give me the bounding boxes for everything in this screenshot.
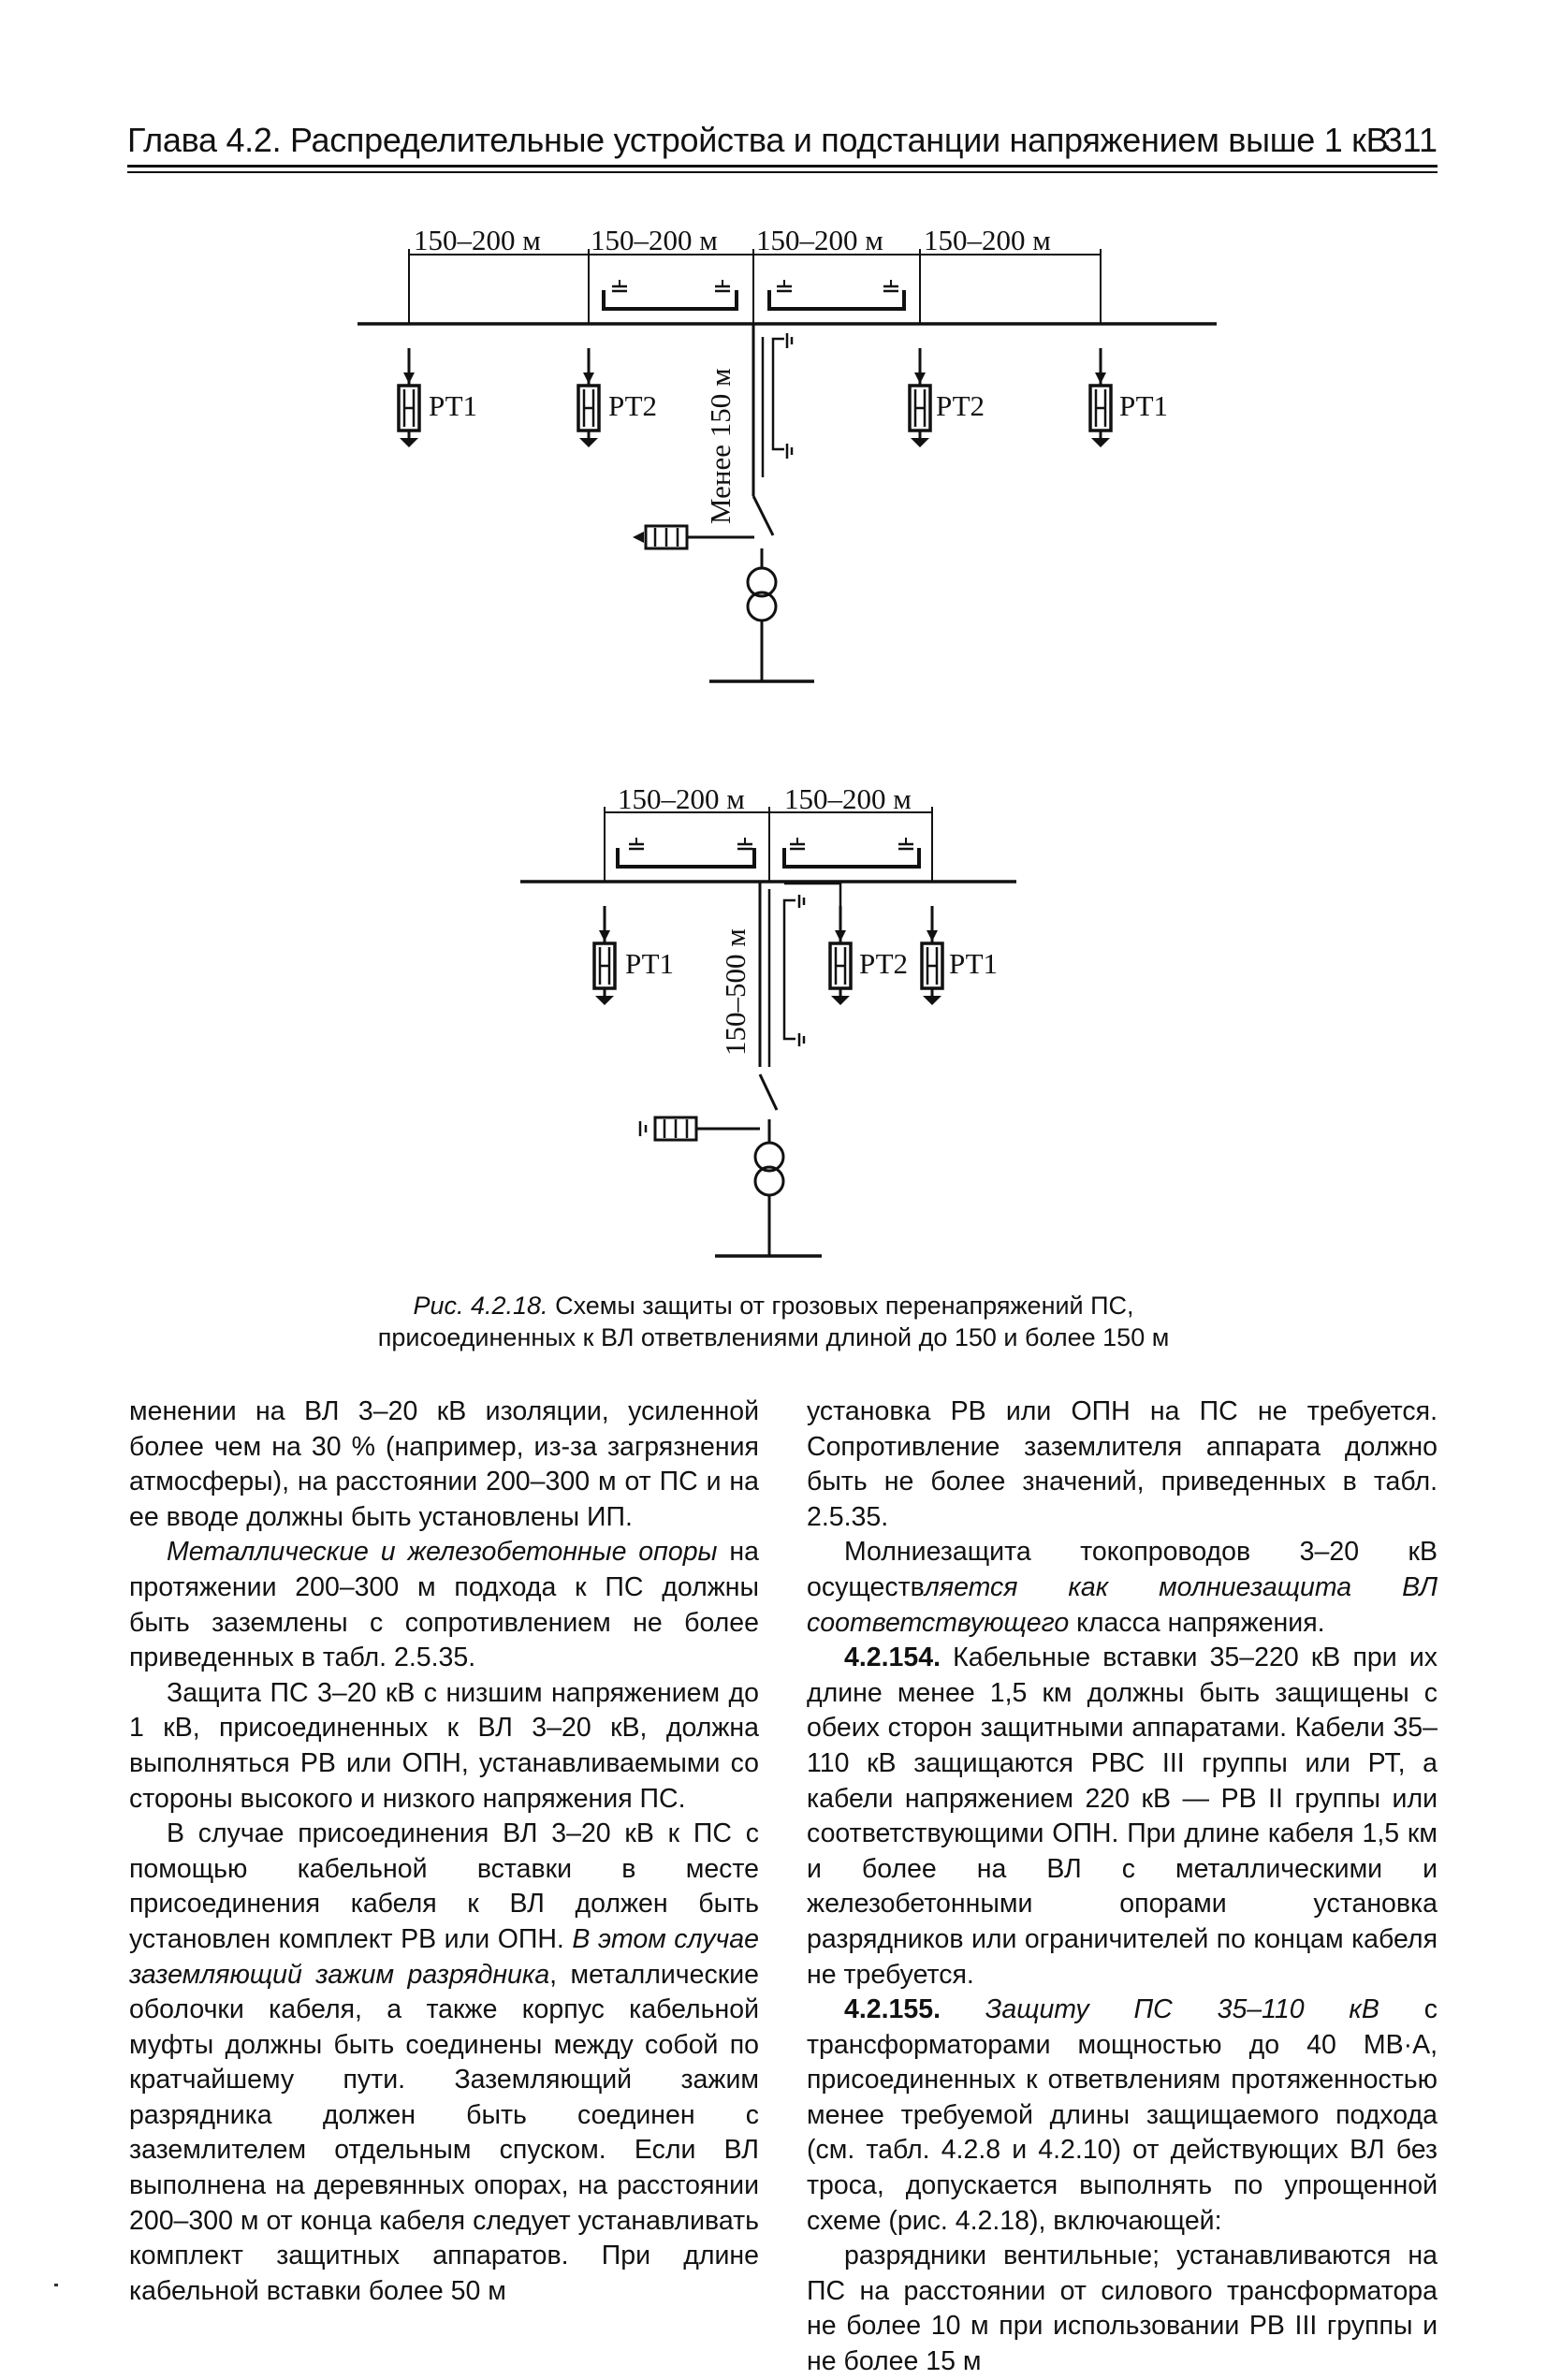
paragraph-text: Молниезащита токопроводов 3–20 кВ осуществ	[807, 1537, 1438, 1602]
arrester-label: РТ1	[949, 947, 999, 980]
arrester-label: РТ1	[429, 389, 478, 422]
paragraph	[807, 1535, 1438, 1641]
italic-term: ляется как молниезащита ВЛ соответствующего	[807, 1571, 1438, 1638]
paragraph-text: Кабельные вставки 35–220 кВ при их длине менее 1,5 км должны быть защищены с обеих сторон защитными аппаратами. Кабели 35–110 кВ защищаются РВС III группы или РТ, а кабели напряжением 220 кВ — РВ II группы или соответствующими ОПН. При длине кабеля 1,5 км и более на ВЛ с металлическими и железобетонными опорами установка разрядников или ограничителей по концам кабеля не требуется.	[807, 1643, 1438, 1990]
span-label: 150–200 м	[591, 224, 718, 256]
bottom-scheme	[520, 807, 1016, 1256]
paragraph: разрядники вентильные; устанавливаются на ПС на расстоянии от силового трансформатора не более 10 м при использовании РВ III группы и не более 15 м	[807, 2241, 1438, 2377]
paragraph-text: класса напряжения.	[1069, 1607, 1325, 1638]
top-scheme	[358, 249, 1217, 681]
arrester-label: РТ1	[625, 947, 675, 980]
page-number: 311	[1383, 121, 1438, 159]
top-span-labels	[414, 224, 1051, 256]
span-label: 150–200 м	[784, 782, 912, 815]
arrester-label: РТ1	[1119, 389, 1169, 422]
figure-number: Рис. 4.2.18.	[413, 1292, 548, 1320]
arrester-label: РТ2	[608, 389, 658, 422]
arrester-label: РТ2	[859, 947, 909, 980]
italic-term: Металлические и железобетонные опоры	[167, 1537, 718, 1568]
paragraph-text: , металлические оболочки кабеля, а также корпус кабельной муфты должны быть соединены между собой по кратчайшему пути. Заземляющий зажим разрядника должен быть соединен с заземлителем отдельным спуском. Если ВЛ выполнена на деревянных опорах, на расстоянии 200–300 м от конца кабеля следует устанавливать комплект защитных аппаратов. При длине кабельной вставки более 50 м	[129, 1959, 759, 2306]
paragraph-text: с трансформаторами мощностью до 40 МВ·А, присоединенных к ответвлениям протяженностью менее требуемой длины защищаемого подхода (см. табл. 4.2.8 и 4.2.10) от действующих ВЛ без троса, допускается выполнять по упрощенной схеме (рис. 4.2.18), включающей:	[807, 1994, 1438, 2236]
left-column	[129, 1394, 759, 2309]
italic-term: В этом случае заземляющий зажим разрядника	[129, 1923, 760, 1990]
span-label: 150–200 м	[756, 224, 883, 256]
caption-text: Схемы защиты от грозовых перенапряжений ПС,	[555, 1292, 1134, 1320]
arrester-label: РТ2	[936, 389, 985, 422]
scan-mark	[54, 2284, 58, 2286]
span-label: 150–200 м	[414, 224, 541, 256]
paragraph: установка РВ или ОПН на ПС не требуется. Сопротивление заземлителя аппарата должно быть не более значений, приведенных в табл. 2.5.35.	[807, 1396, 1438, 1532]
paragraph	[129, 1535, 759, 1675]
bottom-span-labels	[618, 782, 912, 815]
span-label: 150–200 м	[924, 224, 1051, 256]
caption-line-1	[281, 1290, 1266, 1321]
chapter-title: Глава 4.2. Распределительные устройства и подстанции напряжением выше 1 кВ	[127, 121, 1389, 159]
top-arrester-labels	[429, 389, 1168, 422]
paragraph: Защита ПС 3–20 кВ с низшим напряжением до 1 кВ, присоединенных к ВЛ 3–20 кВ, должна выполняться РВ или ОПН, устанавливаемыми со стороны высокого и низкого напряжения ПС.	[129, 1677, 759, 1814]
paragraph	[129, 1817, 759, 2309]
paragraph	[807, 1641, 1438, 1993]
paragraph: менении на ВЛ 3–20 кВ изоляции, усиленной более чем на 30 % (например, из-за загрязнения атмосферы), на расстоянии 200–300 м от ПС и на ее вводе должны быть установлены ИП.	[129, 1396, 759, 1532]
section-number: 4.2.154.	[844, 1643, 941, 1673]
figure-caption	[281, 1290, 1266, 1353]
span-label: 150–200 м	[618, 782, 745, 815]
cable-length-label: Менее 150 м	[704, 368, 737, 524]
right-column	[807, 1394, 1438, 2380]
cable-length-label: 150–500 м	[719, 928, 752, 1056]
section-number: 4.2.155.	[844, 1994, 941, 2025]
italic-term: Защиту ПС 35–110 кВ	[941, 1994, 1379, 2025]
paragraph	[807, 1993, 1438, 2239]
caption-line-2: присоединенных к ВЛ ответвлениями длиной до 150 и более 150 м	[377, 1323, 1170, 1351]
paragraph-text: на протяжении 200–300 м подхода к ПС должны быть заземлены с сопротивлением не более приведенных в табл. 2.5.35.	[129, 1537, 759, 1673]
paragraph-text: В случае присоединения ВЛ 3–20 кВ к ПС с помощью кабельной вставки в месте присоединения кабеля к ВЛ должен быть установлен комплект РВ или ОПН.	[129, 1818, 759, 1954]
